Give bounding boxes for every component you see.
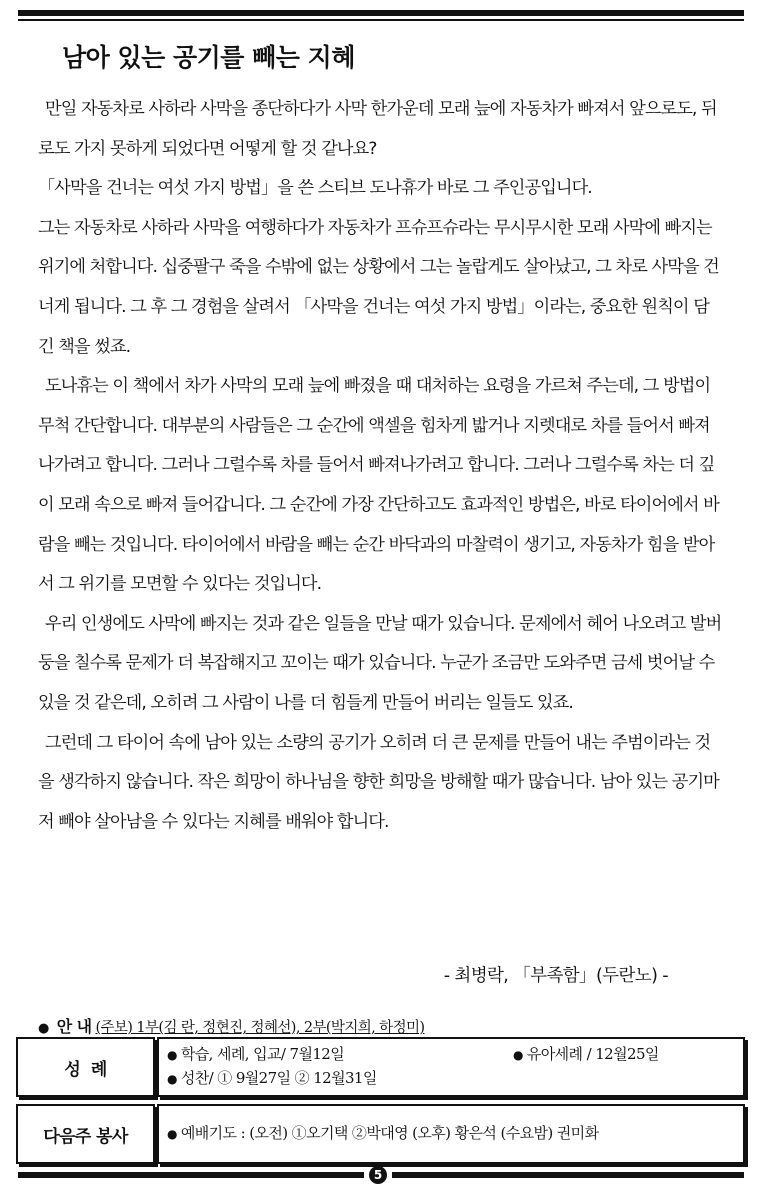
notice-line [38, 1014, 424, 1037]
sacrament-item-communion [167, 1067, 377, 1088]
article-paragraph-1: 만일 자동차로 사하라 사막을 종단하다가 사막 한가운데 모래 늪에 자동차가 빠져서 앞으로도, 뒤로도 가지 못하게 되었다면 어떻게 할 것 같나요? [38, 99, 717, 159]
page-number: 5 [369, 1166, 387, 1184]
page-title: 남아 있는 공기를 빼는 지혜 [62, 43, 355, 72]
sacrament-item-text: 성찬/ ① 9월27일 ② 12월31일 [180, 1069, 377, 1087]
bottom-rule-left [18, 1172, 364, 1178]
top-rule-thin [18, 19, 744, 21]
article-paragraph-2: 「사막을 건너는 여섯 가지 방법」을 쓴 스티브 도나휴가 바로 그 주인공입니다. [38, 178, 592, 199]
article-attribution: - 최병락, 「부족함」(두란노) - [443, 966, 668, 986]
notice-bullet: ● [38, 1021, 49, 1036]
article-body [38, 90, 724, 842]
service-label-cell [16, 1104, 155, 1164]
sacrament-item-baptism [167, 1043, 344, 1064]
sacrament-content-cell [157, 1037, 745, 1097]
service-content-cell [157, 1104, 745, 1164]
bullet-icon: ● [167, 1048, 177, 1062]
sacrament-item-text: 유아세례 / 12월25일 [526, 1045, 659, 1063]
sacrament-item-infant [513, 1043, 659, 1064]
sacrament-label-cell [16, 1037, 155, 1097]
article-paragraph-3: 그는 자동차로 사하라 사막을 여행하다가 자동차가 프슈프슈라는 무시무시한 모래 사막에 빠지는 위기에 처합니다. 십중팔구 죽을 수밖에 없는 상황에서 그는 놀랍게도 살아났고, 그 차로 사막을 건너게 됩니다. 그 후 그 경험을 살려서 「사막을 건너는 여섯 가지 방법」이라는, 중요한 원칙이 담긴 책을 썼죠. [38, 217, 719, 357]
article-paragraph-5: 우리 인생에도 사막에 빠지는 것과 같은 일들을 만날 때가 있습니다. 문제에서 헤어 나오려고 발버둥을 칠수록 문제가 더 복잡해지고 꼬이는 때가 있습니다. 누군가 조금만 도와주면 금세 벗어날 수 있을 것 같은데, 오히려 그 사람이 나를 더 힘들게 만들어 버리는 일들도 있죠. [38, 613, 722, 713]
bullet-icon: ● [513, 1048, 523, 1062]
sacrament-item-text: 학습, 세례, 입교/ 7월12일 [180, 1045, 345, 1063]
article-paragraph-6: 그런데 그 타이어 속에 남아 있는 소량의 공기가 오히려 더 큰 문제를 만들어 내는 주범이라는 것을 생각하지 않습니다. 작은 희망이 하나님을 향한 희망을 방해할 때가 많습니다. 남아 있는 공기마저 빼야 살아남을 수 있다는 지혜를 배워야 합니다. [38, 732, 719, 832]
bullet-icon: ● [167, 1127, 177, 1141]
bullet-icon: ● [167, 1072, 177, 1086]
service-item-text: 예배기도 : (오전) ①오기택 ②박대영 (오후) 황은석 (수요밤) 권미화 [180, 1124, 599, 1142]
sacrament-label: 성 례 [64, 1059, 107, 1080]
article-paragraph-4: 도나휴는 이 책에서 차가 사막의 모래 늪에 빠졌을 때 대처하는 요령을 가르쳐 주는데, 그 방법이 무척 간단합니다. 대부분의 사람들은 그 순간에 액셀을 힘차게 밟거나 지렛대로 차를 들어서 빠져나가려고 합니다. 그러나 그럴수록 차를 들어서 빠져나가려고 합니다. 그러나 그럴수록 차는 더 깊이 모래 속으로 빠져 들어갑니다. 그 순간에 가장 간단하고도 효과적인 방법은, 바로 타이어에서 바람을 빼는 것입니다. 타이어에서 바람을 빼는 순간 바닥과의 마찰력이 생기고, 자동차가 힘을 받아서 그 위기를 모면할 수 있다는 것입니다. [38, 376, 719, 595]
notice-title: 안 내 [56, 1017, 92, 1036]
notice-detail: (주보) 1부(김 란, 정현진, 정혜선), 2부(박지희, 하정미) [95, 1020, 425, 1036]
top-rule-thick [18, 10, 744, 16]
service-item-prayer [167, 1122, 598, 1143]
service-label: 다음주 봉사 [43, 1126, 128, 1147]
bottom-rule-right [392, 1172, 744, 1178]
